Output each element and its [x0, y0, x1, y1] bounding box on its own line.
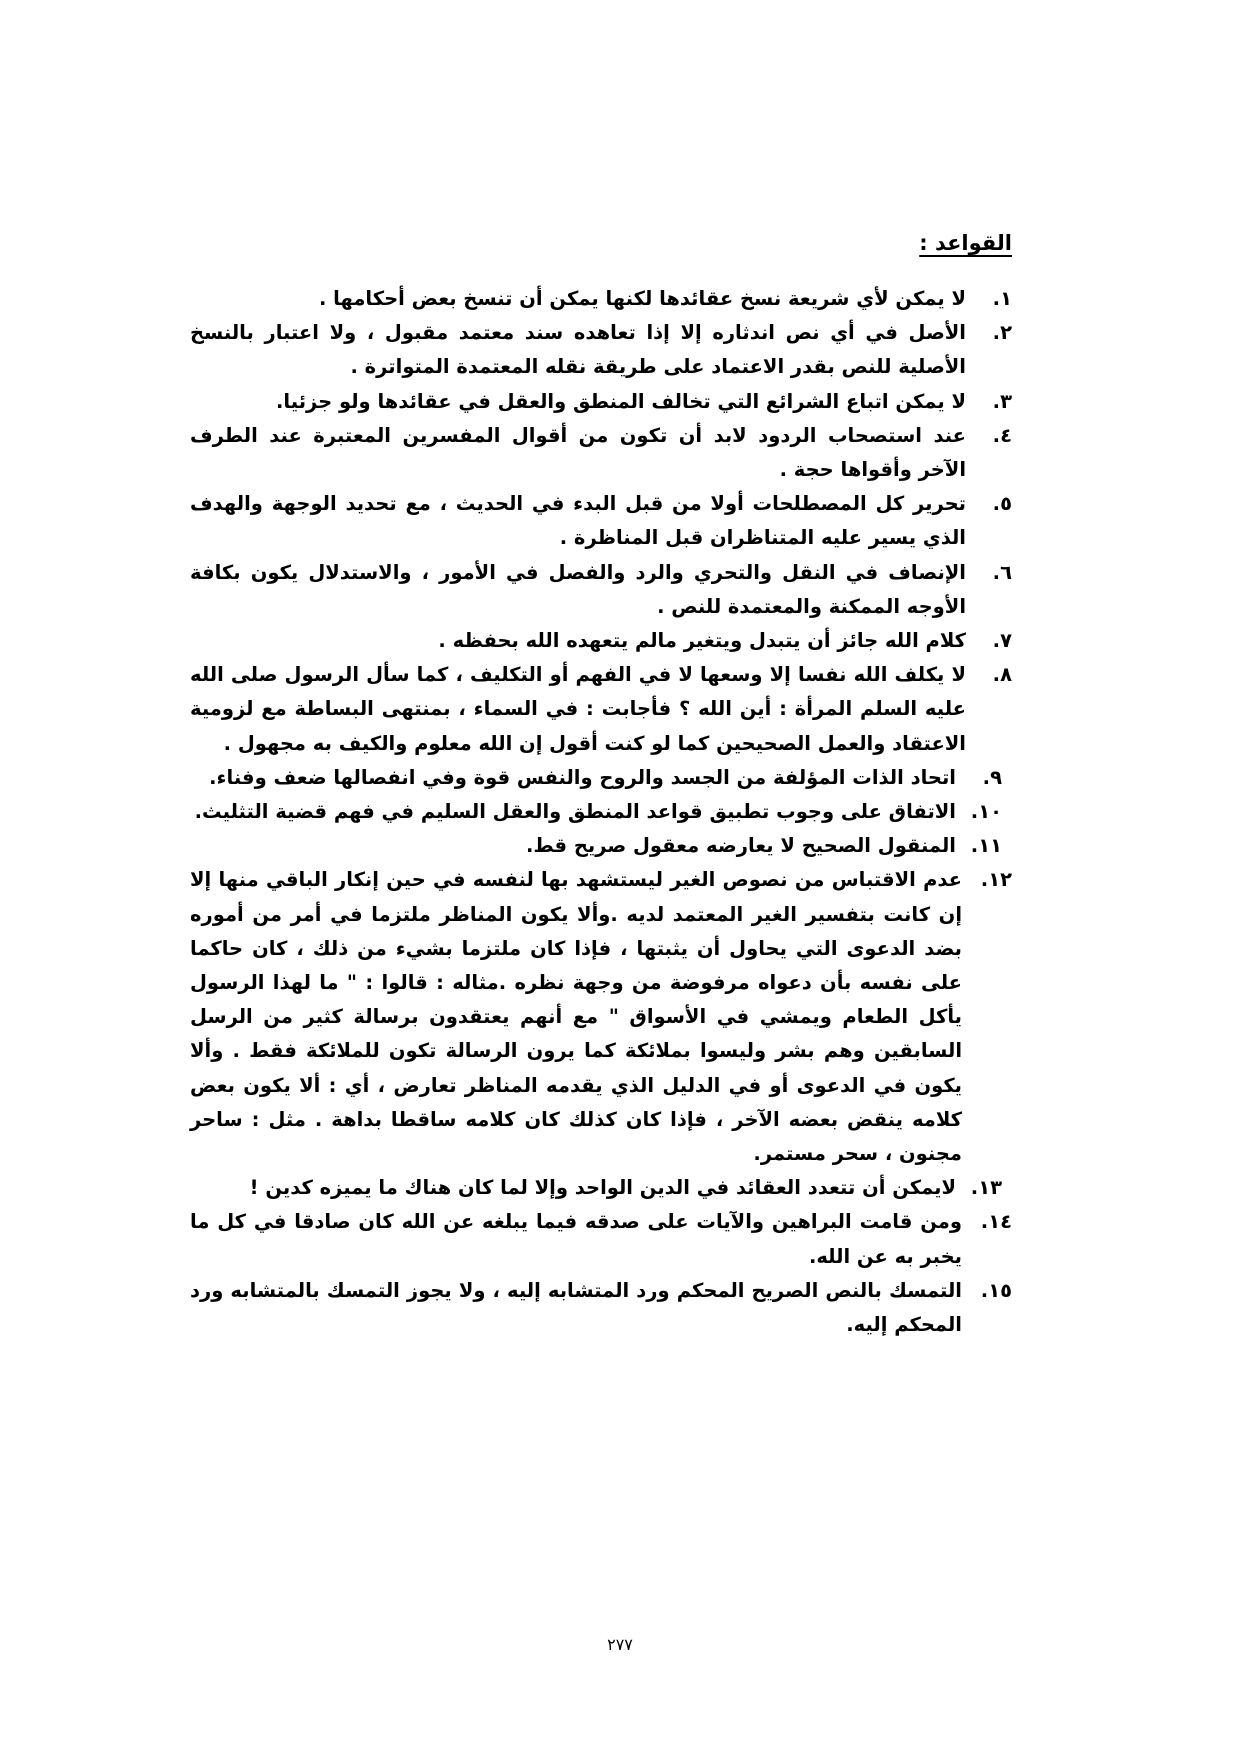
rule-text: ومن قامت البراهين والآيات على صدقه فيما يبلغه عن الله كان صادقا في كل ما يخبر به عن الله.	[190, 1210, 962, 1268]
rule-item-13	[190, 1171, 1012, 1205]
rule-item-2	[190, 316, 1012, 384]
rule-number: ١٣.	[970, 1176, 1002, 1200]
rule-text: عند استصحاب الردود لابد أن تكون من أقوال المفسرين المعتبرة عند الطرف الآخر وأقواها حجة .	[190, 423, 966, 482]
rule-number: ٩.	[982, 765, 1002, 789]
rule-number: ١٢.	[980, 868, 1012, 892]
document-body	[190, 226, 1012, 1342]
rule-number: ٢.	[992, 321, 1012, 345]
rule-text: لا يمكن اتباع الشرائع التي تخالف المنطق والعقل في عقائدها ولو جزئيا.	[276, 389, 966, 413]
rule-text: التمسك بالنص الصريح المحكم ورد المتشابه إليه ، ولا يجوز التمسك بالمتشابه ورد المحكم إليه.	[190, 1278, 962, 1337]
rule-item-9	[190, 761, 1012, 795]
rule-item-14	[190, 1205, 1012, 1273]
rule-item-1	[190, 282, 1012, 316]
section-heading: القواعد :	[919, 231, 1012, 255]
rule-text: لايمكن أن تتعدد العقائد في الدين الواحد وإلا لما كان هناك ما يميزه كدين !	[249, 1176, 956, 1200]
rule-text: كلام الله جائز أن يتبدل ويتغير مالم يتعهده الله بحفظه .	[438, 629, 966, 653]
rule-text: لا يمكن لأي شريعة نسخ عقائدها لكنها يمكن أن تنسخ بعض أحكامها .	[318, 287, 966, 310]
rule-number: ١.	[992, 287, 1012, 310]
rule-item-7	[190, 624, 1012, 658]
rule-number: ٣.	[992, 389, 1012, 413]
rule-item-15	[190, 1274, 1012, 1342]
rule-item-12	[190, 863, 1012, 1171]
rule-text: عدم الاقتباس من نصوص الغير ليستشهد بها لنفسه في حين إنكار الباقي منها إلا إن كانت بتفسير الغير المعتمد لديه .وألا يكون المناظر ملتزما في أمر من أموره بضد الدعوى التي يحاول أن يثبتها ، فإذا كان ملتزما بشيء من ذلك ، كان حاكما على نفسه بأن دعواه مرفوضة من وجهة نظره .مثاله : قالوا : " ما لهذا الرسول يأكل الطعام ويمشي في الأسواق " مع أنهم يعتقدون برسالة كثير من الرسل السابقين وهم بشر وليسوا بملائكة كما يرون الرسالة تكون للملائكة فقط . وألا يكون في الدعوى أو في الدليل الذي يقدمه المناظر تعارض ، أي : ألا يكون بعض كلامه ينقض بعضه الآخر ، فإذا كان كذلك كان كلامه ساقطا بداهة . مثل : ساحر مجنون ، سحر مستمر.	[190, 868, 962, 1166]
rule-text: لا يكلف الله نفسا إلا وسعها لا في الفهم أو التكليف ، كما سأل الرسول صلى الله عليه السلم المرأة : أين الله ؟ فأجابت : في السماء ، بمنتهى البساطة مع لزومية الاعتقاد والعمل الصحيحين كما لو كنت أقول إن الله معلوم والكيف به مجهول .	[190, 663, 966, 755]
rule-number: ٦.	[992, 560, 1012, 584]
rule-text: الأصل في أي نص اندثاره إلا إذا تعاهده سند معتمد مقبول ، ولا اعتبار بالنسخ الأصلية للنص بقدر الاعتماد على طريقة نقله المعتمدة المتواترة .	[190, 321, 966, 379]
rule-text: الإنصاف في النقل والتحري والرد والفصل في الأمور ، والاستدلال يكون بكافة الأوجه الممكنة والمعتمدة للنص .	[190, 560, 966, 618]
rule-item-8	[190, 658, 1012, 761]
page-number: ٢٧٧	[607, 1635, 633, 1654]
rule-item-3	[190, 385, 1012, 419]
rule-item-5	[190, 487, 1012, 555]
rule-number: ١٥.	[980, 1278, 1012, 1302]
rule-number: ٨.	[992, 663, 1012, 687]
rule-number: ١٠.	[970, 800, 1002, 824]
rule-number: ٤.	[992, 423, 1012, 447]
rule-item-6	[190, 556, 1012, 624]
rule-item-10	[190, 795, 1012, 829]
rule-number: ٧.	[992, 629, 1012, 653]
rule-item-4	[190, 419, 1012, 487]
rule-number: ١٤.	[980, 1210, 1012, 1234]
rules-list	[190, 282, 1012, 1342]
rule-item-11	[190, 829, 1012, 863]
rule-number: ٥.	[992, 492, 1012, 516]
rule-text: تحرير كل المصطلحات أولا من قبل البدء في الحديث ، مع تحديد الوجهة والهدف الذي يسير عليه المتناظران قبل المناظرة .	[190, 492, 966, 550]
rule-text: المنقول الصحيح لا يعارضه معقول صريح قط.	[526, 834, 956, 858]
rule-text: اتحاد الذات المؤلفة من الجسد والروح والنفس قوة وفي انفصالها ضعف وفناء.	[209, 765, 956, 789]
rule-number: ١١.	[970, 834, 1002, 858]
rule-text: الاتفاق على وجوب تطبيق قواعد المنطق والعقل السليم في فهم قضية التثليث.	[194, 800, 956, 824]
